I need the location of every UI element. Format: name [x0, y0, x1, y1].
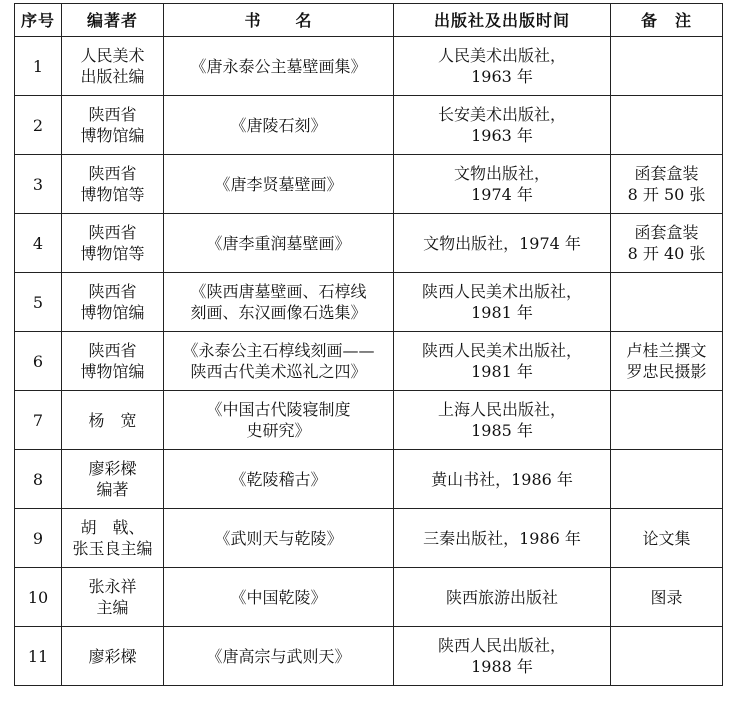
cell-publisher: 陕西旅游出版社 [394, 568, 611, 627]
cell-number: 4 [15, 214, 62, 273]
cell-author: 陕西省 博物馆编 [62, 273, 164, 332]
cell-number: 11 [15, 627, 62, 686]
table-row [15, 450, 723, 509]
table-row [15, 391, 723, 450]
cell-title: 《唐李重润墓壁画》 [164, 214, 394, 273]
cell-author: 陕西省 博物馆编 [62, 96, 164, 155]
cell-number: 10 [15, 568, 62, 627]
cell-note [611, 450, 723, 509]
cell-title: 《唐永泰公主墓壁画集》 [164, 37, 394, 96]
cell-number: 1 [15, 37, 62, 96]
cell-author: 人民美术 出版社编 [62, 37, 164, 96]
cell-number: 7 [15, 391, 62, 450]
cell-author: 胡 戟、 张玉良主编 [62, 509, 164, 568]
table-row [15, 155, 723, 214]
cell-note [611, 391, 723, 450]
cell-publisher: 文物出版社， 1974 年 [394, 155, 611, 214]
cell-number: 3 [15, 155, 62, 214]
cell-publisher: 上海人民出版社， 1985 年 [394, 391, 611, 450]
cell-publisher: 陕西人民出版社， 1988 年 [394, 627, 611, 686]
cell-publisher: 黄山书社，1986 年 [394, 450, 611, 509]
publication-table-container [14, 3, 723, 686]
publication-table [14, 3, 723, 686]
cell-note: 卢桂兰撰文 罗忠民摄影 [611, 332, 723, 391]
header-author: 编著者 [62, 4, 164, 37]
cell-publisher: 陕西人民美术出版社， 1981 年 [394, 273, 611, 332]
cell-author: 陕西省 博物馆等 [62, 155, 164, 214]
table-row [15, 332, 723, 391]
cell-note [611, 37, 723, 96]
cell-note: 函套盒装 8 开 50 张 [611, 155, 723, 214]
cell-author: 杨 宽 [62, 391, 164, 450]
cell-title: 《中国乾陵》 [164, 568, 394, 627]
table-row [15, 627, 723, 686]
table-row [15, 37, 723, 96]
cell-author: 廖彩樑 编著 [62, 450, 164, 509]
cell-note [611, 273, 723, 332]
table-row [15, 96, 723, 155]
cell-title: 《中国古代陵寝制度 史研究》 [164, 391, 394, 450]
cell-publisher: 长安美术出版社， 1963 年 [394, 96, 611, 155]
cell-number: 6 [15, 332, 62, 391]
cell-title: 《乾陵稽古》 [164, 450, 394, 509]
cell-title: 《武则天与乾陵》 [164, 509, 394, 568]
header-row [15, 4, 723, 37]
cell-number: 2 [15, 96, 62, 155]
cell-author: 陕西省 博物馆等 [62, 214, 164, 273]
cell-note: 图录 [611, 568, 723, 627]
cell-number: 5 [15, 273, 62, 332]
table-row [15, 273, 723, 332]
header-note: 备 注 [611, 4, 723, 37]
header-title: 书 名 [164, 4, 394, 37]
cell-author: 廖彩樑 [62, 627, 164, 686]
cell-title: 《唐李贤墓壁画》 [164, 155, 394, 214]
cell-note [611, 627, 723, 686]
cell-number: 8 [15, 450, 62, 509]
cell-note: 函套盒装 8 开 40 张 [611, 214, 723, 273]
table-row [15, 509, 723, 568]
cell-publisher: 人民美术出版社， 1963 年 [394, 37, 611, 96]
cell-title: 《永泰公主石椁线刻画—— 陕西古代美术巡礼之四》 [164, 332, 394, 391]
cell-title: 《陕西唐墓壁画、石椁线 刻画、东汉画像石选集》 [164, 273, 394, 332]
cell-author: 张永祥 主编 [62, 568, 164, 627]
cell-title: 《唐高宗与武则天》 [164, 627, 394, 686]
table-row [15, 214, 723, 273]
cell-publisher: 陕西人民美术出版社， 1981 年 [394, 332, 611, 391]
table-row [15, 568, 723, 627]
cell-number: 9 [15, 509, 62, 568]
cell-publisher: 文物出版社，1974 年 [394, 214, 611, 273]
cell-publisher: 三秦出版社，1986 年 [394, 509, 611, 568]
header-publisher: 出版社及出版时间 [394, 4, 611, 37]
cell-author: 陕西省 博物馆编 [62, 332, 164, 391]
cell-note: 论文集 [611, 509, 723, 568]
header-number: 序号 [15, 4, 62, 37]
cell-note [611, 96, 723, 155]
cell-title: 《唐陵石刻》 [164, 96, 394, 155]
